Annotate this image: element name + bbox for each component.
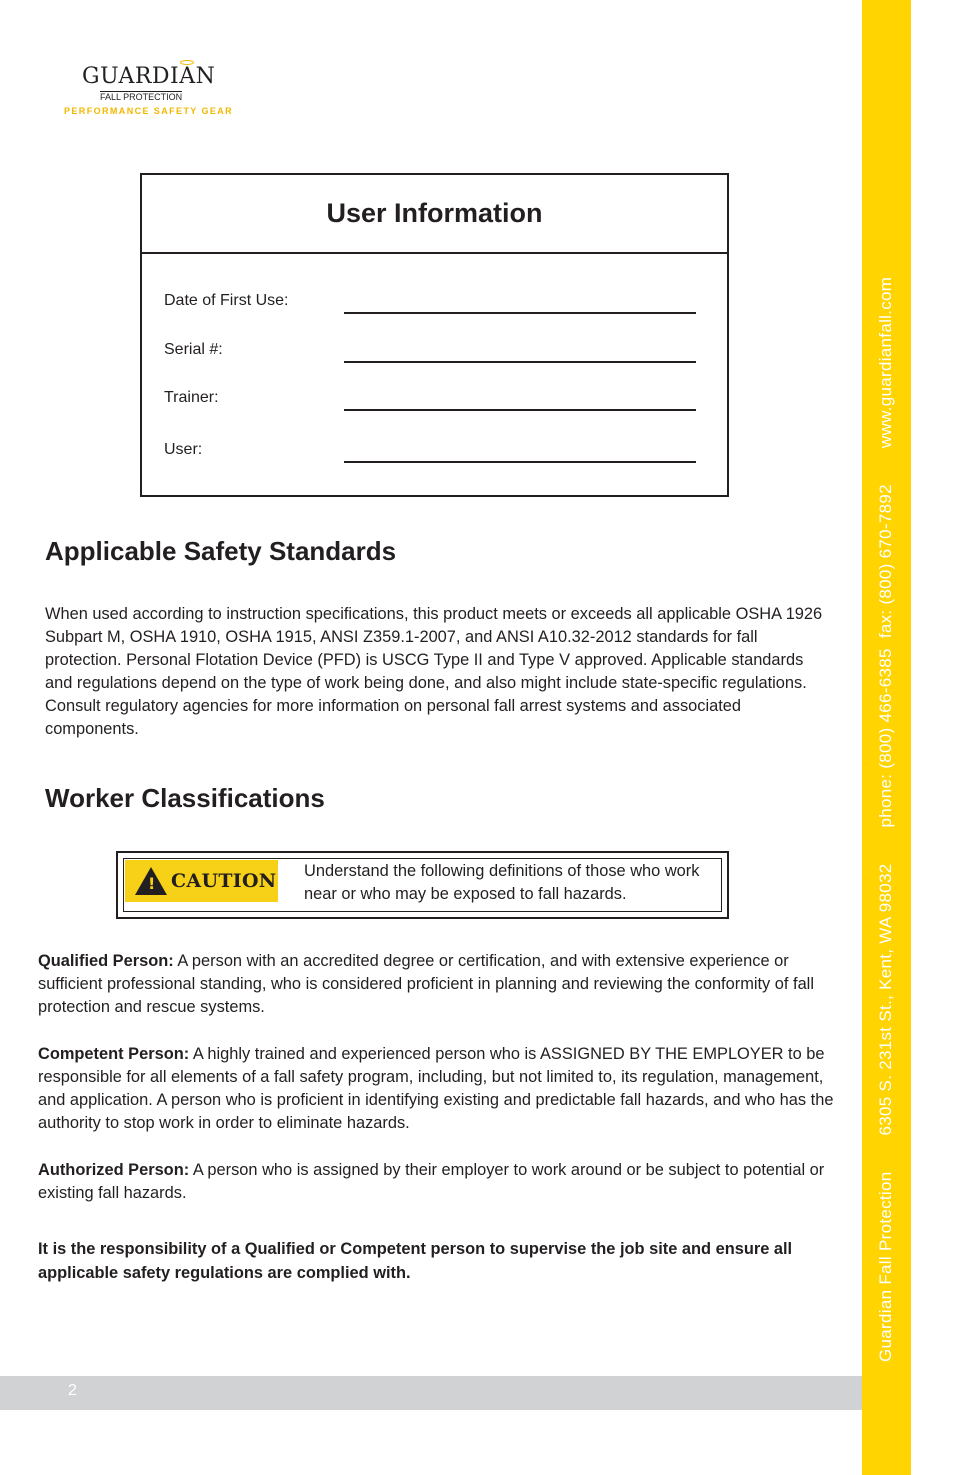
side-contact-text	[876, 277, 896, 1362]
side-contact: phone: (800) 466-6385 fax: (800) 670-7892	[876, 484, 895, 828]
fill-in-line[interactable]	[344, 312, 696, 314]
side-company: Guardian Fall Protection	[876, 1171, 895, 1362]
fill-in-line[interactable]	[344, 409, 696, 411]
fill-in-line[interactable]	[344, 361, 696, 363]
caution-badge	[125, 860, 278, 902]
definition-term: Qualified Person:	[38, 952, 174, 970]
logo-tagline: PERFORMANCE SAFETY GEAR	[64, 106, 234, 116]
definition-qualified-person	[38, 950, 838, 1019]
definition-term: Competent Person:	[38, 1045, 190, 1063]
logo-subtitle: FALL PROTECTION	[100, 92, 183, 102]
guardian-logo	[64, 62, 234, 118]
field-date-of-first-use	[164, 292, 696, 316]
field-label: Serial #:	[164, 341, 223, 358]
field-label: Date of First Use:	[164, 292, 289, 309]
page-number: 2	[68, 1382, 77, 1399]
logo-brand: GUARDIAN	[82, 64, 216, 89]
definition-term: Authorized Person:	[38, 1161, 190, 1179]
caution-text: Understand the following definitions of those who work near or who may be exposed to fall hazards.	[304, 862, 700, 903]
definition-competent-person	[38, 1043, 838, 1135]
user-information-header	[142, 175, 727, 254]
fill-in-line[interactable]	[344, 461, 696, 463]
definition-text: A person with an accredited degree or certification, and with extensive experience or sufficient professional standing, who is considered proficient in planning and reviewing the conformity of fall protection and rescue systems.	[38, 952, 814, 1016]
caution-label: CAUTION	[171, 870, 277, 892]
definition-authorized-person	[38, 1159, 838, 1205]
user-information-title: User Information	[326, 198, 543, 228]
warning-triangle-icon: !	[135, 867, 167, 895]
side-website[interactable]: www.guardianfall.com	[876, 276, 895, 449]
definition-text: A highly trained and experienced person who is ASSIGNED BY THE EMPLOYER to be responsible for all elements of a fall safety program, including, but not limited to, its regulation, management, and application. A person who is proficient in identifying existing and predictable fall hazards, and who has the authority to stop work in order to eliminate hazards.	[38, 1045, 834, 1132]
side-contact-bar	[862, 0, 911, 1475]
field-serial	[164, 341, 696, 365]
responsibility-statement: It is the responsibility of a Qualified or Competent person to supervise the job site and ensure all applicable safety regulations are complied with.	[38, 1240, 793, 1282]
side-address: 6305 S. 231st St., Kent, WA 98032	[876, 863, 895, 1136]
caution-box	[116, 851, 729, 919]
safety-standards-body: When used according to instruction specifications, this product meets or exceeds all applicable OSHA 1926 Subpart M, OSHA 1910, OSHA 1915, ANSI Z359.1-2007, and ANSI A10.32-2012 standards for fall protection. Personal Flotation Device (PFD) is USCG Type II and Type V approved. Applicable standards and regulations depend on the type of work being done, and also might include state-specific regulations. Consult regulatory agencies for more information on personal fall arrest systems and associated components.	[45, 605, 823, 738]
footer-bar	[0, 1376, 862, 1410]
definition-text: A person who is assigned by their employer to work around or be subject to potential or existing fall hazards.	[38, 1161, 825, 1202]
safety-standards-heading: Applicable Safety Standards	[45, 536, 397, 566]
field-label: User:	[164, 441, 203, 458]
field-trainer	[164, 389, 696, 413]
worker-classifications-heading: Worker Classifications	[45, 783, 325, 813]
field-label: Trainer:	[164, 389, 219, 406]
user-information-box	[140, 173, 729, 497]
field-user	[164, 441, 696, 465]
